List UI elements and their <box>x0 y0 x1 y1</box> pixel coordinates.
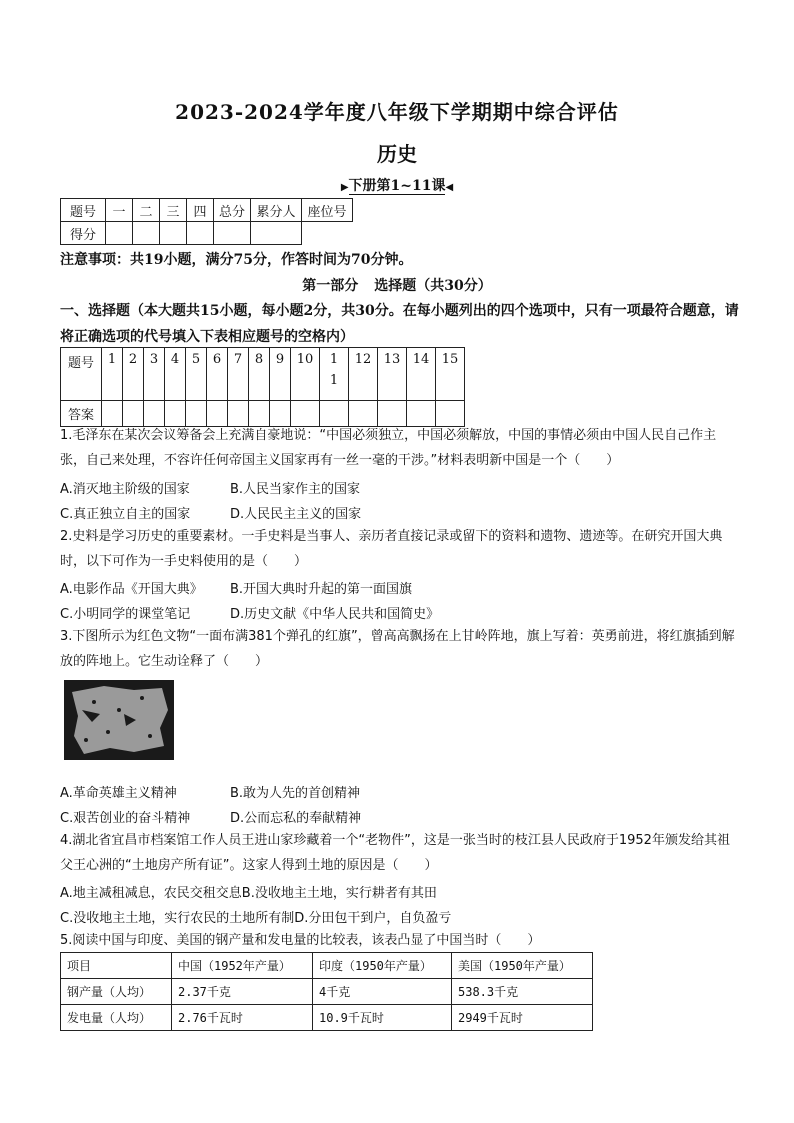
notice: 注意事项：共19小题，满分75分，作答时间为70分钟。 <box>60 252 413 268</box>
score-value-row <box>61 222 353 245</box>
score-cell: 总分 <box>214 199 251 222</box>
question-4-options-cd[interactable]: C.没收地主土地，实行农民的土地所有制D.分田包干到户，自负盈亏 <box>60 911 452 926</box>
question-2-option-d[interactable]: D.历史文献《中华人民共和国简史》 <box>230 607 440 622</box>
question-3-option-a[interactable]: A.革命英雄主义精神 <box>60 786 177 801</box>
data-cell: 2949千瓦时 <box>452 1005 593 1031</box>
question-3-option-c[interactable]: C.艰苦创业的奋斗精神 <box>60 811 191 826</box>
score-blank[interactable] <box>214 222 251 245</box>
score-blank[interactable] <box>133 222 160 245</box>
answer-table <box>60 347 465 427</box>
score-cell: 座位号 <box>302 199 353 222</box>
question-3-stem: 3.下图所示为红色文物“一面布满381个弹孔的红旗”，曾高高飘扬在上甘岭阵地，旗上写着：英勇前进，将红旗插到解放的阵地上。它生动诠释了（ ） <box>60 629 735 669</box>
data-table-header <box>61 953 593 979</box>
answer-number: 3 <box>144 348 165 401</box>
question-1-stem: 1.毛泽东在某次会议筹备会上充满自豪地说：“中国必须独立，中国必须解放，中国的事情必须由中国人民自己作主张，自己来处理，不容许任何帝国主义国家再有一丝一毫的干涉。”材料表明新中国是一个（ ） <box>60 428 717 468</box>
answer-row-label: 题号 <box>61 348 102 401</box>
data-header-cell: 印度（1950年产量） <box>313 953 452 979</box>
exam-title: 2023-2024学年度八年级下学期期中综合评估 <box>175 100 619 124</box>
score-cell: 题号 <box>61 199 106 222</box>
data-cell: 538.3千克 <box>452 979 593 1005</box>
answer-number: 15 <box>436 348 465 401</box>
answer-number: 7 <box>228 348 249 401</box>
answer-number: 12 <box>349 348 378 401</box>
question-4-options-ab[interactable]: A.地主减租减息，农民交租交息B.没收地主土地，实行耕者有其田 <box>60 886 437 901</box>
score-blank[interactable] <box>187 222 214 245</box>
data-header-cell: 项目 <box>61 953 172 979</box>
right-triangle-icon: ▶ <box>340 182 349 193</box>
score-cell: 四 <box>187 199 214 222</box>
scope-text: 下册第1~11课 <box>348 178 446 194</box>
question-1-option-c[interactable]: C.真正独立自主的国家 <box>60 507 191 522</box>
answer-number: 8 <box>249 348 270 401</box>
left-triangle-icon: ◀ <box>445 182 454 193</box>
score-table <box>60 198 353 245</box>
section-instructions: 一、选择题（本大题共15小题，每小题2分，共30分。在每小题列出的四个选项中，只有一项最符合题意，请将正确选项的代号填入下表相应题号的空格内） <box>60 303 739 345</box>
answer-number-11 <box>320 348 349 401</box>
answer-number: 13 <box>378 348 407 401</box>
score-cell: 一 <box>106 199 133 222</box>
question-2-option-a[interactable]: A.电影作品《开国大典》 <box>60 582 203 597</box>
data-header-cell: 中国（1952年产量） <box>172 953 313 979</box>
score-blank[interactable] <box>106 222 133 245</box>
answer-number: 1 <box>329 352 339 367</box>
steel-power-table <box>60 952 593 1031</box>
red-flag-photo <box>64 680 174 760</box>
part-title: 选择题（共30分） <box>374 278 492 294</box>
question-5-stem: 5.阅读中国与印度、美国的钢产量和发电量的比较表，该表凸显了中国当时（ ） <box>60 933 541 948</box>
answer-row-label: 答案 <box>61 401 102 427</box>
subject-title: 历史 <box>377 142 417 166</box>
answer-number: 14 <box>407 348 436 401</box>
score-blank <box>302 222 353 245</box>
data-table-row <box>61 1005 593 1031</box>
answer-number-row <box>61 348 465 401</box>
question-2-option-c[interactable]: C.小明同学的课堂笔记 <box>60 607 191 622</box>
data-cell: 2.37千克 <box>172 979 313 1005</box>
question-1-option-a[interactable]: A.消灭地主阶级的国家 <box>60 482 190 497</box>
part-heading <box>0 275 794 295</box>
question-2-stem: 2.史料是学习历史的重要素材。一手史料是当事人、亲历者直接记录或留下的资料和遗物、遗迹等。在研究开国大典时，以下可作为一手史料使用的是（ ） <box>60 529 723 569</box>
data-cell: 钢产量（人均） <box>61 979 172 1005</box>
answer-number: 2 <box>123 348 144 401</box>
question-1-option-d[interactable]: D.人民民主主义的国家 <box>230 507 362 522</box>
scope-line <box>0 175 794 195</box>
data-header-cell: 美国（1950年产量） <box>452 953 593 979</box>
question-3-option-d[interactable]: D.公而忘私的奉献精神 <box>230 811 362 826</box>
flag-image-icon <box>64 680 174 760</box>
data-cell: 发电量（人均） <box>61 1005 172 1031</box>
data-cell: 2.76千瓦时 <box>172 1005 313 1031</box>
answer-number: 9 <box>270 348 291 401</box>
score-row-label: 得分 <box>61 222 106 245</box>
answer-number: 6 <box>207 348 228 401</box>
data-table-row <box>61 979 593 1005</box>
score-blank[interactable] <box>251 222 302 245</box>
question-3-option-b[interactable]: B.敢为人先的首创精神 <box>230 786 361 801</box>
score-cell: 二 <box>133 199 160 222</box>
score-blank[interactable] <box>160 222 187 245</box>
score-header-row <box>61 199 353 222</box>
question-1-option-b[interactable]: B.人民当家作主的国家 <box>230 482 361 497</box>
answer-number: 10 <box>291 348 320 401</box>
answer-number: 4 <box>165 348 186 401</box>
answer-number: 1 <box>102 348 123 401</box>
question-2-option-b[interactable]: B.开国大典时升起的第一面国旗 <box>230 582 413 597</box>
score-cell: 累分人 <box>251 199 302 222</box>
part-name: 第一部分 <box>302 278 359 294</box>
data-cell: 10.9千瓦时 <box>313 1005 452 1031</box>
answer-number-wrap: 1 <box>329 373 339 388</box>
answer-number: 5 <box>186 348 207 401</box>
question-4-stem: 4.湖北省宜昌市档案馆工作人员王进山家珍藏着一个“老物件”，这是一张当时的枝江县人民政府于1952年颁发给其祖父王心洲的“土地房产所有证”。这家人得到土地的原因是（ ） <box>60 833 730 873</box>
score-cell: 三 <box>160 199 187 222</box>
data-cell: 4千克 <box>313 979 452 1005</box>
